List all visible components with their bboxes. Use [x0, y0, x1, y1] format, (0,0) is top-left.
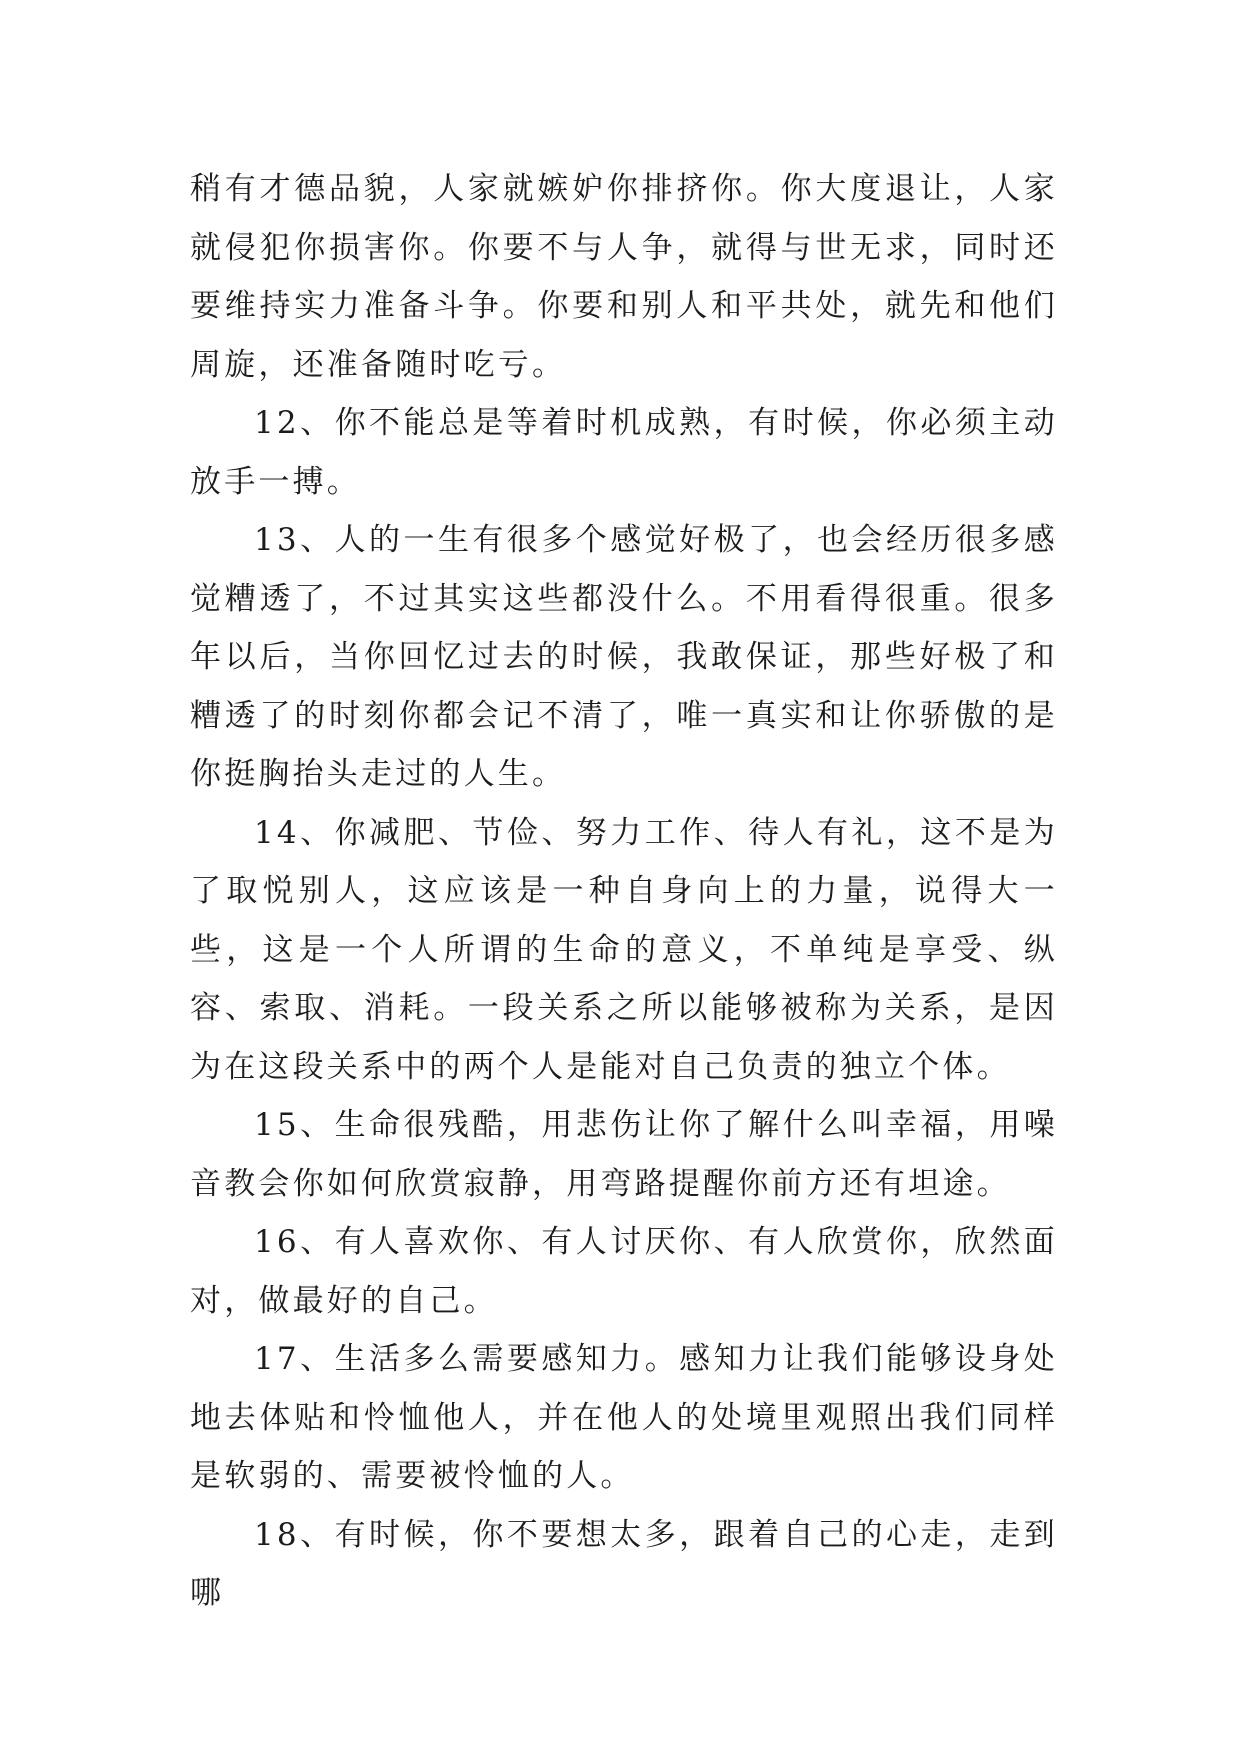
paragraph-item-16: 16、有人喜欢你、有人讨厌你、有人欣赏你，欣然面对，做最好的自己。 [190, 1224, 1058, 1319]
paragraph-item-17: 17、生活多么需要感知力。感知力让我们能够设身处地去体贴和怜恤他人，并在他人的处境里观照出我们同样是软弱的、需要被怜恤的人。 [190, 1341, 1058, 1494]
paragraph-continuation: 稍有才德品貌，人家就嫉妒你排挤你。你大度退让，人家就侵犯你损害你。你要不与人争，就得与世无求，同时还要维持实力准备斗争。你要和别人和平共处，就先和他们周旋，还准备随时吃亏。 [190, 171, 1058, 383]
paragraph-item-18: 18、有时候，你不要想太多，跟着自己的心走，走到哪 [190, 1516, 1058, 1611]
paragraph-item-13: 13、人的一生有很多个感觉好极了，也会经历很多感觉糟透了，不过其实这些都没什么。不用看得很重。很多年以后，当你回忆过去的时候，我敢保证，那些好极了和糟透了的时刻你都会记不清了，唯一真实和让你骄傲的是你挺胸抬头走过的人生。 [190, 522, 1058, 792]
document-body [190, 160, 1058, 1623]
paragraph-item-14: 14、你减肥、节俭、努力工作、待人有礼，这不是为了取悦别人，这应该是一种自身向上的力量，说得大一些，这是一个人所谓的生命的意义，不单纯是享受、纵容、索取、消耗。一段关系之所以能够被称为关系，是因为在这段关系中的两个人是能对自己负责的独立个体。 [190, 814, 1058, 1085]
paragraph-item-15: 15、生命很残酷，用悲伤让你了解什么叫幸福，用噪音教会你如何欣赏寂静，用弯路提醒你前方还有坦途。 [190, 1107, 1058, 1202]
paragraph-item-12: 12、你不能总是等着时机成熟，有时候，你必须主动放手一搏。 [190, 405, 1058, 500]
